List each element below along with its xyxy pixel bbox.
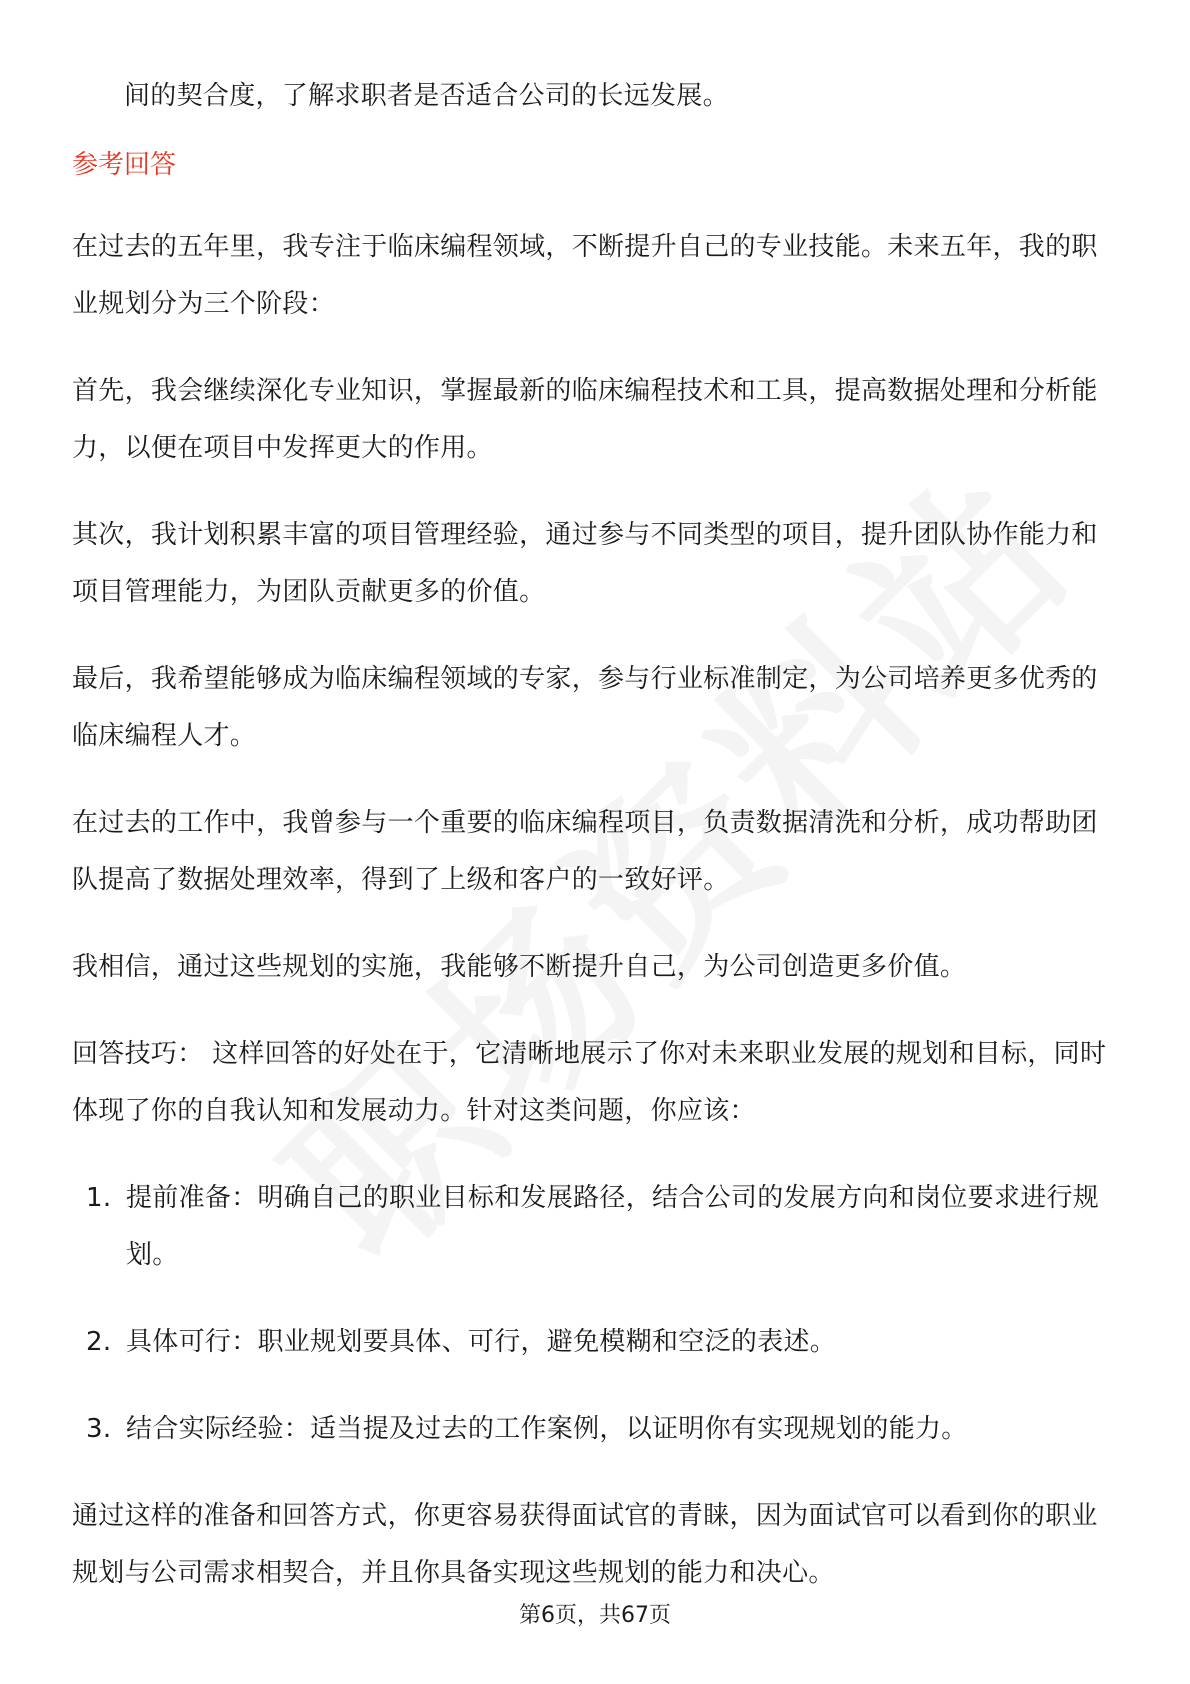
document-body (72, 68, 1120, 1632)
list-item-text: 结合实际经验：适当提及过去的工作案例，以证明你有实现规划的能力。 (126, 1414, 968, 1444)
paragraph: 我相信，通过这些规划的实施，我能够不断提升自己，为公司创造更多价值。 (72, 952, 967, 982)
list-item-text: 提前准备：明确自己的职业目标和发展路径，结合公司的发展方向和岗位要求进行规划。 (126, 1183, 1100, 1270)
list-item-text: 具体可行：职业规划要具体、可行，避免模糊和空泛的表述。 (126, 1327, 837, 1357)
list-number: 1. (86, 1183, 112, 1213)
section-heading: 参考回答 (72, 150, 177, 180)
page-number: 第6页，共67页 (519, 1603, 671, 1628)
list-item (72, 1401, 1120, 1458)
closing-paragraph: 通过这样的准备和回答方式，你更容易获得面试官的青睐，因为面试官可以看到你的职业规划与公司需求相契合，并且你具备实现这些规划的能力和决心。 (72, 1501, 1098, 1588)
tips-intro: 回答技巧： 这样回答的好处在于，它清晰地展示了你对未来职业发展的规划和目标，同时体现了你的自我认知和发展动力。针对这类问题，你应该： (72, 1039, 1107, 1126)
tips-list (72, 1170, 1120, 1458)
intro-continuation: 间的契合度，了解求职者是否适合公司的长远发展。 (124, 81, 729, 111)
paragraph: 在过去的五年里，我专注于临床编程领域，不断提升自己的专业技能。未来五年，我的职业规划分为三个阶段： (72, 232, 1098, 319)
list-item (72, 1314, 1120, 1371)
paragraph: 其次，我计划积累丰富的项目管理经验，通过参与不同类型的项目，提升团队协作能力和项目管理能力，为团队贡献更多的价值。 (72, 520, 1098, 607)
list-number: 3. (86, 1414, 112, 1444)
paragraph: 在过去的工作中，我曾参与一个重要的临床编程项目，负责数据清洗和分析，成功帮助团队提高了数据处理效率，得到了上级和客户的一致好评。 (72, 808, 1098, 895)
paragraph: 首先，我会继续深化专业知识，掌握最新的临床编程技术和工具，提高数据处理和分析能力，以便在项目中发挥更大的作用。 (72, 376, 1098, 463)
list-item (72, 1170, 1120, 1284)
paragraph: 最后，我希望能够成为临床编程领域的专家，参与行业标准制定，为公司培养更多优秀的临床编程人才。 (72, 664, 1098, 751)
list-number: 2. (86, 1327, 112, 1357)
